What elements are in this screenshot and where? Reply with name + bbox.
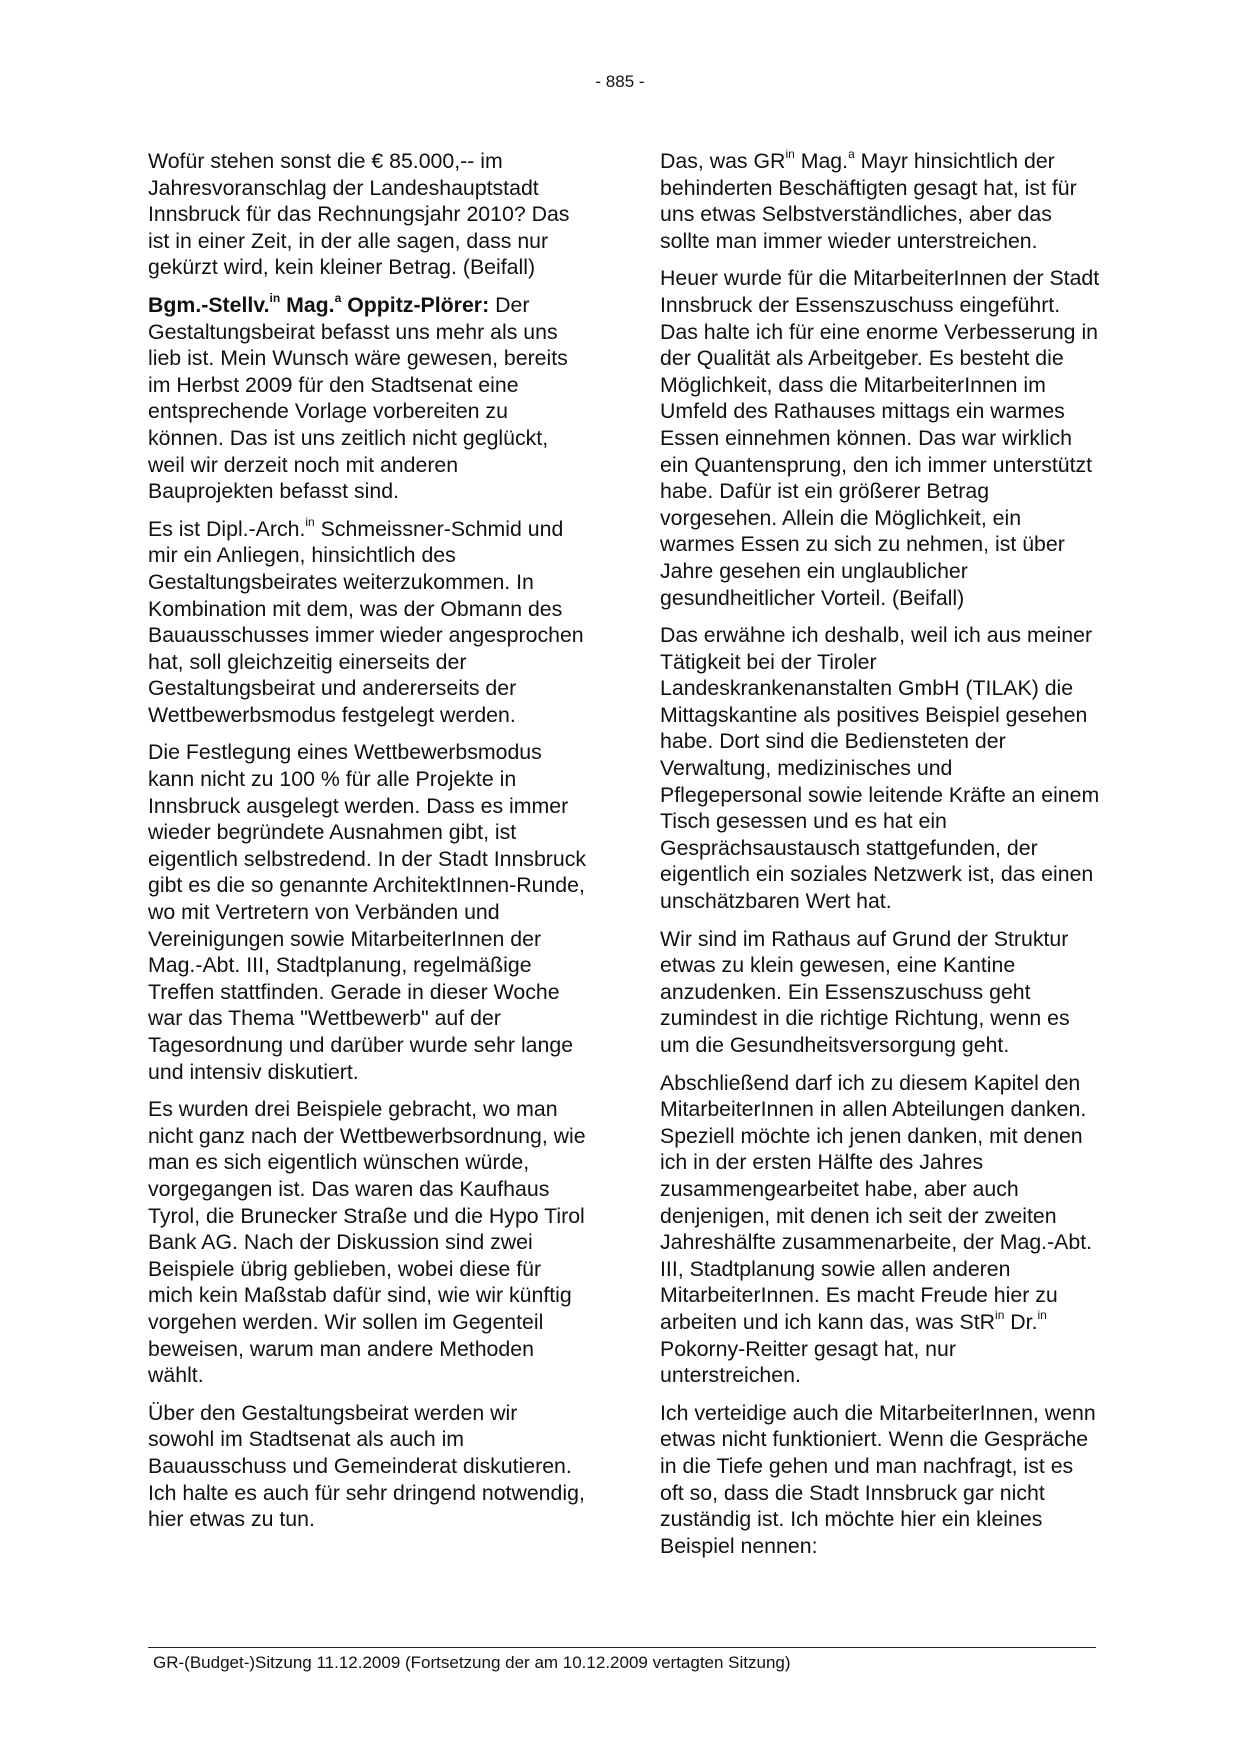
speaker-name: Bgm.-Stellv.$^{in}$ Mag.$^a$ Oppitz-Plörer: [148,290,490,317]
paragraph: Es ist Dipl.-Arch.$^{in}$ Schmeissner-Schmid und mir ein Anliegen, hinsichtlich des Gestaltungsbeirates weiterzukommen. In Kombination mit dem, was der Obmann des Bauausschusses immer wieder angesprochen hat, soll gleichzeitig einerseits der Gestaltungsbeirat und andererseits der Wettbewerbsmodus festgelegt werden. [148,514,584,727]
paragraph: Heuer wurde für die MitarbeiterInnen der Stadt Innsbruck der Essenszuschuss eingeführt. Das halte ich für eine enorme Verbesserung in der Qualität als Arbeitgeber. Es besteht die Möglichkeit, dass die MitarbeiterInnen im Umfeld des Rathauses mittags ein warmes Essen einnehmen können. Das war wirklich ein Quantensprung, den ich immer unterstützt habe. Dafür ist ein größerer Betrag vorgesehen. Allein die Möglichkeit, ein warmes Essen zu sich zu nehmen, ist über Jahre gesehen ein unglaublicher gesundheitlicher Vorteil. (Beifall) [660,266,1100,610]
footer-text: GR-(Budget-)Sitzung 11.12.2009 (Fortsetzung der am 10.12.2009 vertagten Sitzung) [153,1653,791,1672]
paragraph: Wir sind im Rathaus auf Grund der Struktur etwas zu klein gewesen, eine Kantine anzudenken. Ein Essenszuschuss geht zumindest in die richtige Richtung, wenn es um die Gesundheitsversorgung geht. [660,926,1070,1057]
paragraph: Abschließend darf ich zu diesem Kapitel den MitarbeiterInnen in allen Abteilungen danken. Speziell möchte ich jenen danken, mit denen ich in der ersten Hälfte des Jahres zusammengearbeitet habe, aber auch denjenigen, mit denen ich seit der zweiten Jahreshälfte zusammenarbeite, der Mag.-Abt. III, Stadtplanung sowie allen anderen MitarbeiterInnen. Es macht Freude hier zu arbeiten und ich kann das, was StR$^{in}$ Dr.$^{in}$ Pokorny-Reitter gesagt hat, nur unterstreichen. [660,1070,1093,1388]
page-number: - 885 - [595,72,645,91]
paragraph: Die Festlegung eines Wettbewerbsmodus kann nicht zu 100 % für alle Projekte in Innsbruck ausgelegt werden. Dass es immer wieder begründete Ausnahmen gibt, ist eigentlich selbstredend. In der Stadt Innsbruck gibt es die so genannte ArchitektInnen-Runde, wo mit Vertretern von Verbänden und Vereinigungen sowie MitarbeiterInnen der Mag.-Abt. III, Stadtplanung, regelmäßige Treffen stattfinden. Gerade in dieser Woche war das Thema "Wettbewerb" auf der Tagesordnung und darüber wurde sehr lange und intensiv diskutiert. [148,740,587,1084]
right-column [660,148,1100,1570]
left-column [148,148,588,1544]
paragraph: Ich verteidige auch die MitarbeiterInnen, wenn etwas nicht funktioniert. Wenn die Gespräche in die Tiefe gehen und man nachfragt, ist es oft so, dass die Stadt Innsbruck gar nicht zuständig ist. Ich möchte hier ein kleines Beispiel nennen: [660,1400,1096,1558]
paragraph: Das, was $GR^{in}$ Mag.$^a$ Mayr hinsichtlich der behinderten Beschäftigten gesagt hat, ist für uns etwas Selbstverständliches, aber das sollte man immer wieder unterstreichen. [660,146,1077,253]
paragraph: Es wurden drei Beispiele gebracht, wo man nicht ganz nach der Wettbewerbsordnung, wie man es sich eigentlich wünschen würde, vorgegangen ist. Das waren das Kaufhaus Tyrol, die Brunecker Straße und die Hypo Tirol Bank AG. Nach der Diskussion sind zwei Beispiele übrig geblieben, wobei diese für mich kein Maßstab dafür sind, wie wir künftig vorgehen werden. Wir sollen im Gegenteil beweisen, warum man andere Methoden wählt. [148,1097,586,1388]
paragraph-speaker: Bgm.-Stellv.$^{in}$ Mag.$^a$ Oppitz-Plörer: Der Gestaltungsbeirat befasst uns mehr als uns lieb ist. Mein Wunsch wäre gewesen, bereits im Herbst 2009 für den Stadtsenat eine entsprechende Vorlage vorbereiten zu können. Das ist uns zeitlich nicht geglückt, weil wir derzeit noch mit anderen Bauprojekten befasst sind. [148,290,568,504]
paragraph: Über den Gestaltungsbeirat werden wir sowohl im Stadtsenat als auch im Bauausschuss und Gemeinderat diskutieren. Ich halte es auch für sehr dringend notwendig, hier etwas zu tun. [148,1400,585,1532]
paragraph: Wofür stehen sonst die € 85.000,-- im Jahresvoranschlag der Landeshauptstadt Innsbruck für das Rechnungsjahr 2010? Das ist in einer Zeit, in der alle sagen, dass nur gekürzt wird, kein kleiner Betrag. (Beifall) [148,149,570,280]
footer-divider [148,1647,1096,1648]
paragraph: Das erwähne ich deshalb, weil ich aus meiner Tätigkeit bei der Tiroler Landeskrankenanstalten GmbH (TILAK) die Mittagskantine als positives Beispiel gesehen habe. Dort sind die Bediensteten der Verwaltung, medizinisches und Pflegepersonal sowie leitende Kräfte an einem Tisch gesessen und es hat ein Gesprächsaustausch stattgefunden, der eigentlich ein soziales Netzwerk ist, das einen unschätzbaren Wert hat. [660,623,1100,914]
